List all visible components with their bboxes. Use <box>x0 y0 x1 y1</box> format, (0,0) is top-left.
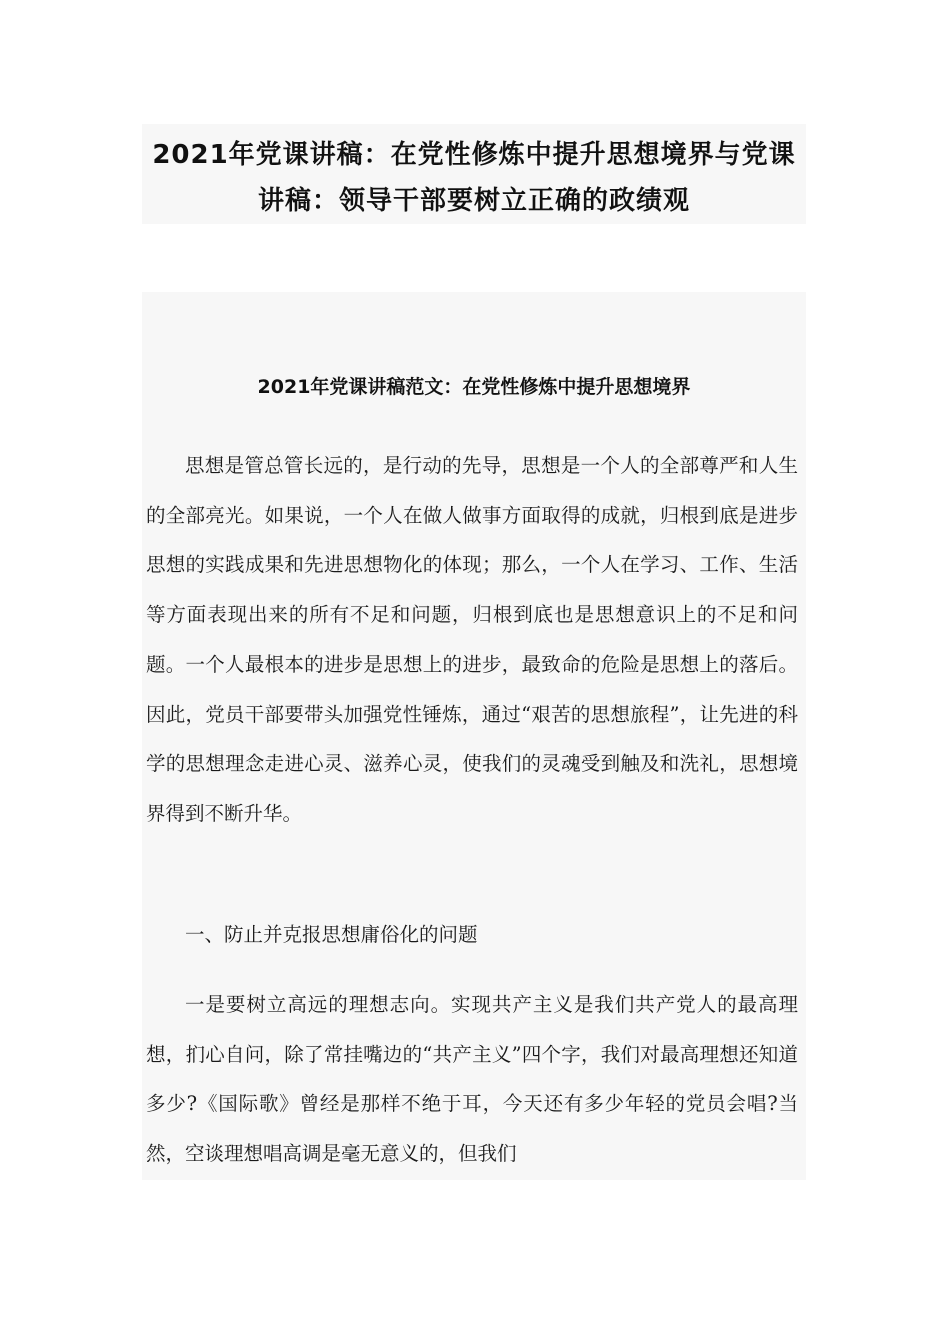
document-title: 2021年党课讲稿：在党性修炼中提升思想境界与党课讲稿：领导干部要树立正确的政绩观 <box>152 140 796 216</box>
section-title: 2021年党课讲稿范文：在党性修炼中提升思想境界 <box>257 376 691 398</box>
title-block <box>142 124 806 224</box>
body-paragraph: 一是要树立高远的理想志向。实现共产主义是我们共产党人的最高理想，扪心自问，除了常挂嘴边的“共产主义”四个字，我们对最高理想还知道多少?《国际歌》曾经是那样不绝于耳，今天还有多少年轻的党员会唱?当然，空谈理想唱高调是毫无意义的，但我们 <box>146 993 798 1166</box>
body-paragraph: 思想是管总管长远的，是行动的先导，思想是一个人的全部尊严和人生的全部亮光。如果说，一个人在做人做事方面取得的成就，归根到底是进步思想的实践成果和先进思想物化的体现；那么，一个人在学习、工作、生活等方面表现出来的所有不足和问题，归根到底也是思想意识上的不足和问题。一个人最根本的进步是思想上的进步，最致命的危险是思想上的落后。因此，党员干部要带头加强党性锤炼，通过“艰苦的思想旅程”，让先进的科学的思想理念走进心灵、滋养心灵，使我们的灵魂受到触及和洗礼，思想境界得到不断升华。 <box>146 454 798 825</box>
document-body <box>142 292 806 1180</box>
section-heading: 一、防止并克报思想庸俗化的问题 <box>185 923 478 946</box>
